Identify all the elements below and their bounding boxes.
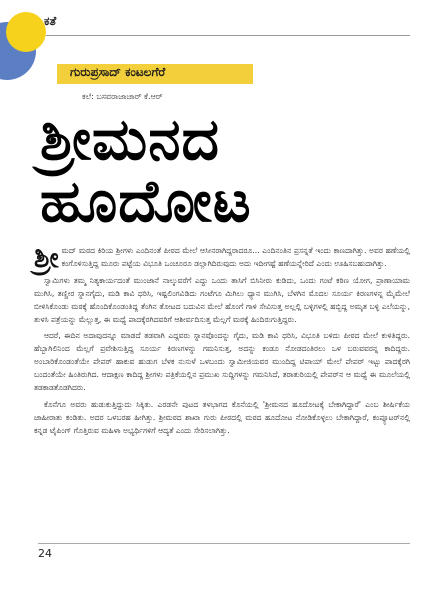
dropcap: ಶ್ರೀ	[34, 241, 59, 274]
story-body	[34, 241, 410, 442]
story-title-line-2: ಹೂದೋಟ	[40, 167, 252, 235]
body-paragraph-4: ಕೊನೆಗೂ ಅವರು ಹುಡುಕುತ್ತಿದ್ದುದು ಸಿಕ್ಕಿತು. ಎರಡನೇ ಪುಟದ ತಳಭಾಗದ ಕೊನೆಯಲ್ಲಿ 'ಶ್ರೀಮನದ ಹೂದೋಟಕ್ಕೆ ಬೇಕಾಗಿದ್ದಾರೆ' ಎಂಬ ಶೀರ್ಷಿಕೆಯ ಜಾಹೀರಾತು ಕಂಡಿತು. ಅದರ ಒಳಬರಹ ಹೀಗಿತ್ತು. ಶ್ರೀಮಠದ ಶಾಖಾ ಗುರು ಪೀಠದಲ್ಲಿ ಮಠದ ಹೂದೋಟ ನೋಡಿಕೊಳ್ಳಲು ಬೇಕಾಗಿದ್ದಾರೆ, ಕಂಪ್ಯೂಟರ್‌ನಲ್ಲಿ ಕನ್ನಡ ಟೈಪಿಂಗ್ ಗೊತ್ತಿರುವ ಮಹಿಳಾ ಅಭ್ಯರ್ಥಿಗಳಿಗೆ ಆದ್ಯತೆ ಎಂದು ಸೇರಿಸಲಾಗಿತ್ತು.	[34, 399, 410, 435]
author-name: ಗುರುಪ್ರಸಾದ್ ಕಂಟಲಗೆರೆ	[70, 65, 166, 79]
body-paragraph-1	[34, 241, 410, 274]
section-label: ಕತೆ	[44, 14, 57, 28]
body-paragraph-3: ಆದರೆ, ಈದಿನ ಅದಾವುದನ್ನೂ ಮಾಡದೆ ತಡವಾಗಿ ಎದ್ದವರು ಸ್ನಾನವೊಂದನ್ನು ಗೈದು, ಮಡಿ ಕಾವಿ ಧರಿಸಿ, ವಿಭೂತಿ ಬಳಿದು ಪೀಠದ ಮೇಲೆ ಕುಳಿತಿದ್ದರು. ಹೆಬ್ಬಾಗಿಲಿನಿಂದ ಮೆಲ್ಲಗೆ ಪ್ರವೇಶಿಸುತ್ತಿದ್ದ ಸೂರ್ಯ ಕಿರಣಗಳನ್ನು ಗಮನಿಸುತ್ತ, ಅದನ್ನು ಕಂಡೂ ನೋಡದಂತಿರಲು ಒಳ ಬರುವವರನ್ನ ಕಾದಿದ್ದರು. ಅಂಬಾರಿಕೊಂಡಂತೆಯೇ ಪೇಪರ್ ಹಾಕುವ ಹುಡುಗ ಬೆಳಕ ನುಸುಳೆ ಒಳಬಂದು ಸ್ವಾಮೀಜಿಯವರ ಮುಂದಿದ್ದ ಟಿಪಾಯ್ ಮೇಲೆ ಪೇಪರ್ ಇಟ್ಟು ಪಾದಕ್ಕೆರಗಿ ಬಂದಂತೆಯೇ ಹಿಂತಿರುಗಿದ. ಆದಾಕ್ಷಣ ಕಾದಿದ್ದ ಶ್ರೀಗಳು ಪತ್ರಿಕೆಯಲ್ಲಿನ ಪ್ರಮುಖ ಸುದ್ದಿಗಳನ್ನು ಗಮನಿಸಿದೆ, ತರಾತುರಿಯಲ್ಲಿ ಪೇಪರ್‌ನ ಆ ಮಧ್ಯೆ ಈ ಮೂಲೆಯಲ್ಲಿ ತಡಕಾಡತೊಡಗಿದರು.	[34, 331, 410, 393]
header-divider	[46, 35, 410, 36]
art-credit: ಕಲೆ: ಬಸವರಾಜಾಚಾರ್ ಕೆ.ಆರ್	[82, 92, 163, 101]
story-title-line-1: ಶ್ರೀಮನದ	[40, 105, 220, 173]
paragraph-text: ಮದ್ ಮಠದ ಕಿರಿಯ ಶ್ರೀಗಳು ಎಂದಿನಂತೆ ಪೀಠದ ಮೇಲೆ ಆಸೀನರಾಗಿದ್ದರಾದರೂ... ಎಂದಿನಂತಿನ ಪ್ರಸನ್ನತೆ ಇಂದು ಕಾಣದಾಗಿತ್ತು. ಅವರ ಹಣೆಯಲ್ಲಿ ಕಂಗೊಳಿಸುತ್ತಿದ್ದ ಮೂರು ಪಟ್ಟೆಯ ವಿಭೂತಿ ಒಂಚೂರೂ ಡಲ್ಲಾಗಿದಿರುವುದು ಅದು ಇದೀಗಷ್ಟೆ ಹಣೆಯನ್ನೇರಿದೆ ಎಂದು ಊಹಿಸಬಹುದಾಗಿತ್ತು.	[61, 246, 410, 268]
page-number: 24	[38, 547, 52, 560]
decorative-yellow-circle	[6, 12, 46, 52]
footer-divider	[38, 543, 410, 544]
body-paragraph-2: ಸ್ವಾಮಿಗಳು ತಮ್ಮ ನಿತ್ಯಕಾರ್ಯದಂತೆ ಮುಂಜಾನೆ ನಾಲ್ಕುವರೆಗೆ ಎದ್ದು ಒಂದು ತಾಸಿಗೆ ಬಿಸಿನೀರು ಕುಡಿದು, ಒಂದು ಗಂಟೆ ಕಠಿಣ ಯೋಗ, ಪ್ರಾಣಾಯಾಮ ಮುಗಿಸಿ, ತಣ್ಣೀರ ಸ್ನಾನಗೈದು, ಮಡಿ ಕಾವಿ ಧರಿಸಿ, ಇಷ್ಟಲಿಂಗವಿಡಿದು ಗಂಟೆಗೂ ಮಿಗಿಲು ಧ್ಯಾನ ಮುಗಿಸಿ, ಬೆಳಗಿನ ಮೊದಲ ಸೂರ್ಯ ಕಿರಣಗಳನ್ನ ಮೈಮೇಲೆ ಬೀಳಿಸಿಕೊಂಡು ಮಠಕ್ಕೆ ಹೊಂದಿಕೊಂಡಂತಿದ್ದ ತೆಂಗಿನ ತೋಟದ ಬದುವಿನ ಮೇಲೆ ಹೊಂಗೆ ಗಾಳಿ ಸೇವಿಸುತ್ತ ಅಲ್ಲಲ್ಲಿ ಬಳ್ಳಿಗಳಲ್ಲಿ ಹಬ್ಬಿದ್ದ ಅಮೃತ ಬಳ್ಳಿ ಎಲೆಯನ್ನು, ತುಳಸಿ ಪತ್ರೆಯನ್ನು ಮೆಲ್ಲುತ್ತ, ಈ ಮಧ್ಯೆ ಪಾದಕ್ಕೆರಗಿದವರಿಗೆ ಆಶೀರ್ವದಿಸುತ್ತ ಮೆಲ್ಲಗೆ ಮಠಕ್ಕೆ ಹಿಂದಿರುಗುತ್ತಿದ್ದರು.	[34, 275, 410, 324]
